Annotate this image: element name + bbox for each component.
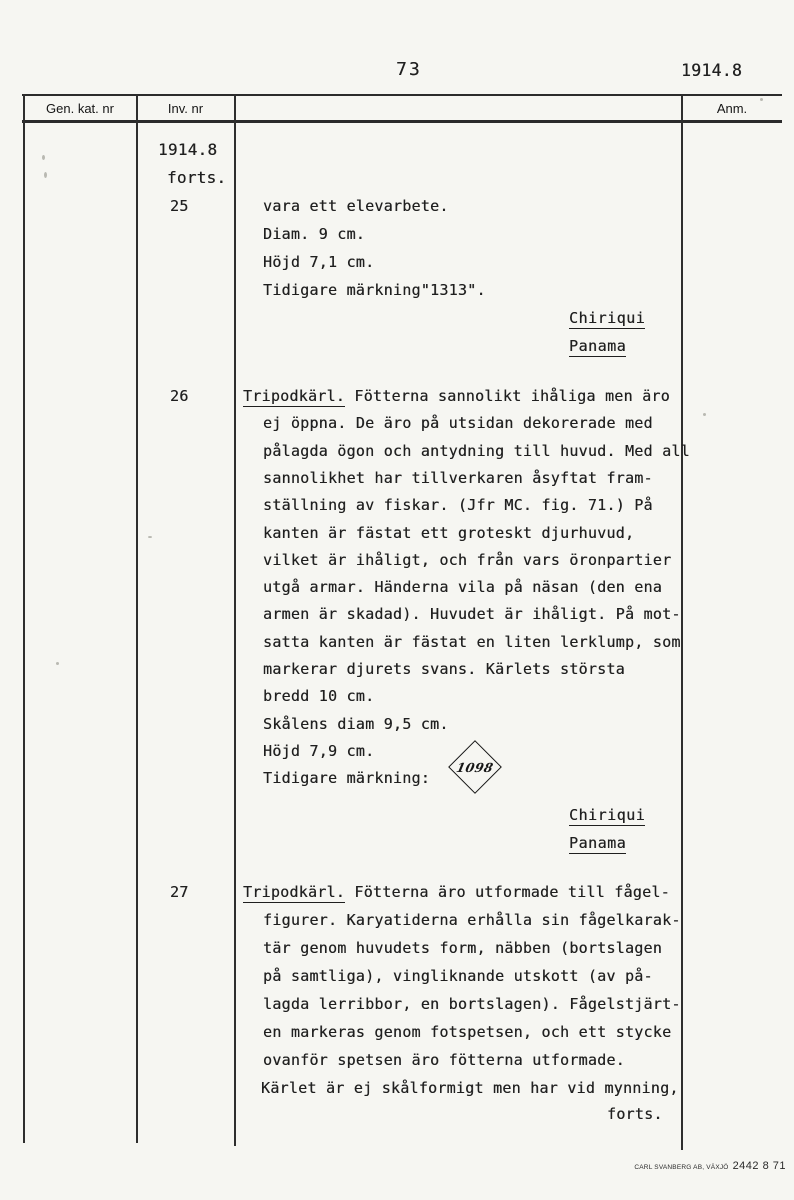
- entry-27-line: figurer. Karyatiderna erhålla sin fågelkarak-: [263, 911, 681, 929]
- entry-26-line: Skålens diam 9,5 cm.: [263, 715, 449, 733]
- entry-25-line: Tidigare märkning"1313".: [263, 281, 486, 299]
- entry-25-provenance-region: Chiriqui: [569, 309, 646, 327]
- entry-27-heading: Tripodkärl.: [243, 883, 346, 901]
- inv-continued-number: 1914.8: [158, 140, 218, 159]
- entry-27-line: en markeras genom fotspetsen, och ett stycke: [263, 1023, 672, 1041]
- entry-27-last-line: Kärlet är ej skålformigt men har vid mynning,: [261, 1079, 679, 1097]
- entry-27-line: lagda lerribbor, en bortslagen). Fågelstjärt-: [263, 995, 681, 1013]
- entry-26-line: vilket är ihåligt, och från vars öronpartier: [263, 551, 672, 569]
- page-number: 73: [396, 59, 422, 80]
- entry-26-line: kanten är fästat ett groteskt djurhuvud,: [263, 524, 635, 542]
- printer-name: CARL SVANBERG AB, VÄXJÖ: [634, 1164, 729, 1171]
- scan-speck: [56, 662, 59, 665]
- entry-26-line: sannolikhet har tillverkaren åsyftat fram-: [263, 469, 653, 487]
- col-divider-2: [234, 94, 236, 1146]
- column-header-gen-kat-nr: Gen. kat. nr: [46, 101, 114, 116]
- entry-27-line: ovanför spetsen äro fötterna utformade.: [263, 1051, 625, 1069]
- scan-speck: [44, 172, 47, 178]
- entry-27-inv-nr: 27: [170, 883, 189, 901]
- entry-27-line: på samtliga), vingliknande utskott (av på-: [263, 967, 653, 985]
- scan-speck: [148, 536, 152, 538]
- printer-imprint: [634, 1160, 786, 1172]
- entry-26-line: pålagda ögon och antydning till huvud. Med all: [263, 442, 690, 460]
- col-divider-3: [681, 94, 683, 1150]
- entry-26-provenance-region: Chiriqui: [569, 806, 646, 824]
- scan-speck: [760, 98, 763, 101]
- entry-26-line: ej öppna. De äro på utsidan dekorerade med: [263, 414, 653, 432]
- scan-speck: [703, 413, 706, 416]
- entry-26-line: bredd 10 cm.: [263, 687, 375, 705]
- previous-marking-value: 1098: [455, 759, 495, 775]
- col-divider-1: [136, 94, 138, 1143]
- entry-25-line: Diam. 9 cm.: [263, 225, 366, 243]
- entry-26-mark-label: Tidigare märkning:: [263, 769, 431, 787]
- entry-26-provenance-country: Panama: [569, 834, 627, 852]
- column-header-anm: Anm.: [716, 101, 748, 116]
- scan-speck: [42, 155, 45, 160]
- entry-26-first-line: Fötterna sannolikt ihåliga men äro: [345, 387, 670, 405]
- table-left-border: [23, 94, 25, 1143]
- entry-26-heading: Tripodkärl.: [243, 387, 346, 405]
- entry-26-line: Höjd 7,9 cm.: [263, 742, 375, 760]
- entry-27-line: tär genom huvudets form, näbben (bortslagen: [263, 939, 663, 957]
- entry-27-first-line: Fötterna äro utformade till fågel-: [345, 883, 670, 901]
- entry-25-line: Höjd 7,1 cm.: [263, 253, 375, 271]
- previous-marking-diamond-stamp: [448, 740, 502, 794]
- entry-26-line: satta kanten är fästat en liten lerklump, som: [263, 633, 681, 651]
- document-number: 1914.8: [681, 61, 743, 80]
- entry-25-line: vara ett elevarbete.: [263, 197, 449, 215]
- entry-26-line: utgå armar. Händerna vila på näsan (den ena: [263, 578, 663, 596]
- entry-25-inv-nr: 25: [170, 197, 189, 215]
- entry-26-line: armen är skadad). Huvudet är ihåligt. På mot-: [263, 605, 681, 623]
- entry-26-inv-nr: 26: [170, 387, 189, 405]
- column-header-inv-nr: Inv. nr: [167, 101, 204, 116]
- inv-continued-forts: forts.: [167, 168, 227, 187]
- entry-26-line: markerar djurets svans. Kärlets största: [263, 660, 625, 678]
- entry-26-line: ställning av fiskar. (Jfr MC. fig. 71.) På: [263, 496, 653, 514]
- printer-code: 2442 8 71: [732, 1160, 786, 1172]
- entry-25-provenance-country: Panama: [569, 337, 627, 355]
- entry-27-forts: forts.: [607, 1105, 663, 1123]
